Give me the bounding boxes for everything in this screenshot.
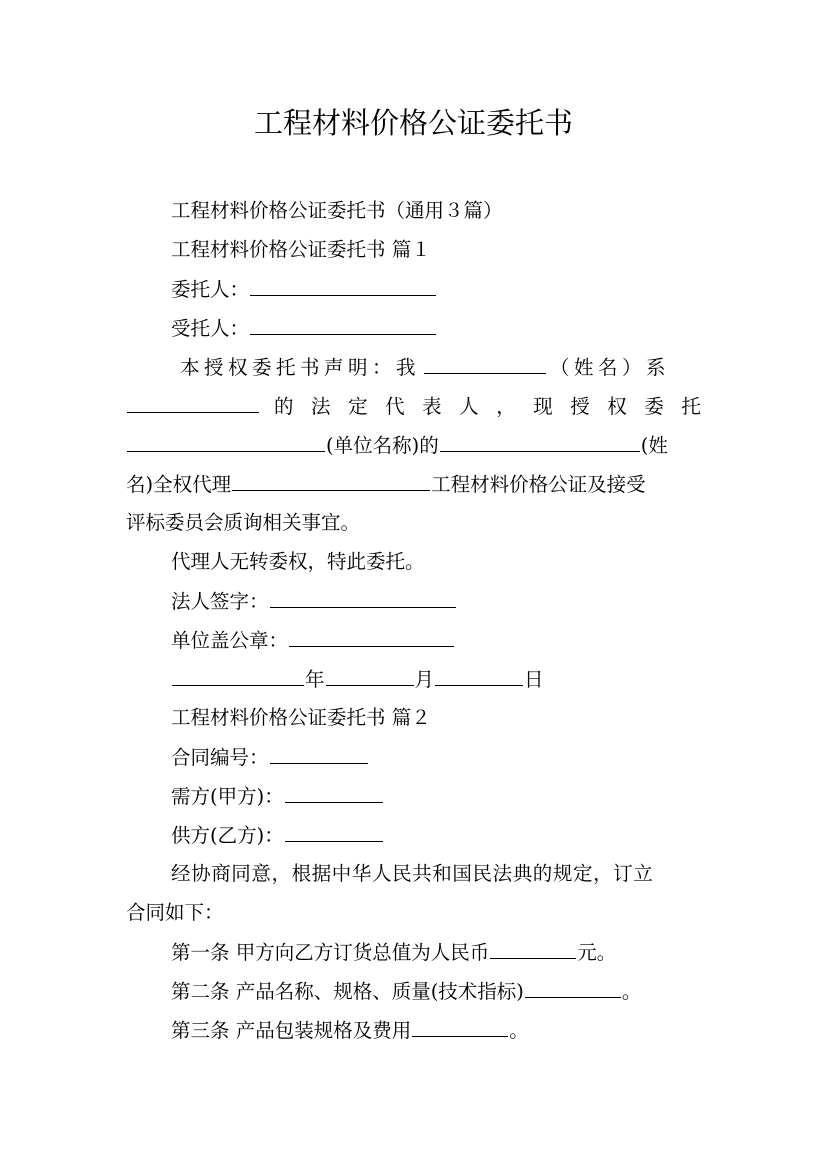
supplier-label: 供方(乙方)： — [171, 824, 284, 847]
declaration-text-c: 的 法 定 代 表 人 ， 现 授 权 委 托 — [274, 395, 701, 418]
year-label: 年 — [305, 668, 325, 691]
signature-line — [171, 588, 457, 615]
day-label: 日 — [524, 668, 544, 691]
day-blank — [435, 666, 523, 686]
declaration-text-d2: (姓 — [640, 434, 668, 457]
article-1-end: 元。 — [577, 941, 617, 964]
declaration-text-b: （姓名）系 — [550, 356, 671, 379]
agent-name-blank — [440, 432, 640, 452]
principal-label: 委托人： — [171, 278, 250, 301]
signature-blank — [270, 588, 456, 608]
declaration-line-1 — [180, 354, 670, 381]
article-2-text: 第二条 产品名称、规格、质量(技术指标) — [171, 980, 524, 1003]
document-title: 工程材料价格公证委托书 — [253, 106, 573, 140]
contract-number-blank — [270, 744, 368, 764]
project-blank — [232, 471, 430, 491]
buyer-blank — [285, 783, 383, 803]
seal-label: 单位盖公章： — [171, 629, 289, 652]
article-2-end: 。 — [621, 980, 642, 1003]
seal-line — [171, 627, 455, 654]
declaration-line-4 — [126, 471, 646, 498]
article-3-blank — [412, 1017, 508, 1037]
supplier-line — [171, 822, 384, 849]
article-3-end: 。 — [509, 1019, 529, 1042]
principal-blank — [250, 276, 436, 296]
buyer-label: 需方(甲方)： — [171, 785, 284, 808]
month-label: 月 — [414, 668, 435, 691]
article-2 — [171, 978, 641, 1005]
declaration-text-d1: (单位名称)的 — [326, 434, 439, 457]
section-heading-2: 工程材料价格公证委托书 篇２ — [171, 706, 431, 729]
company-blank-1 — [127, 393, 259, 413]
seal-blank — [289, 627, 454, 647]
date-line — [171, 666, 544, 693]
document-subtitle: 工程材料价格公证委托书（通用３篇） — [171, 199, 503, 222]
buyer-line — [171, 783, 384, 810]
declaration-line-3 — [126, 432, 668, 459]
month-blank — [326, 666, 414, 686]
article-1 — [171, 939, 616, 966]
no-transfer-text: 代理人无转委权，特此委托。 — [171, 550, 425, 573]
agreement-line-1: 经协商同意，根据中华人民共和国民法典的规定，订立 — [171, 862, 654, 885]
declaration-text-a: 本授权委托书声明：我 — [180, 356, 421, 379]
article-3 — [171, 1017, 529, 1044]
declaration-text-e2: 工程材料价格公证及接受 — [431, 473, 646, 496]
agent-label: 受托人： — [171, 317, 250, 340]
name-blank — [424, 354, 546, 374]
agent-blank — [250, 315, 436, 335]
declaration-text-e1: 名)全权代理 — [126, 473, 232, 496]
company-blank-2 — [127, 432, 325, 452]
year-blank — [172, 666, 304, 686]
article-1-blank — [490, 939, 576, 959]
signature-label: 法人签字： — [171, 590, 269, 613]
agent-line — [171, 315, 437, 342]
article-1-text: 第一条 甲方向乙方订货总值为人民币 — [171, 941, 490, 964]
article-3-text: 第三条 产品包装规格及费用 — [171, 1019, 412, 1042]
declaration-line-2 — [126, 393, 701, 420]
declaration-line-5: 评标委员会质询相关事宜。 — [126, 511, 361, 534]
principal-line — [171, 276, 437, 303]
contract-number-line — [171, 744, 369, 771]
contract-number-label: 合同编号： — [171, 746, 269, 769]
agreement-line-2: 合同如下： — [126, 901, 224, 924]
section-heading-1: 工程材料价格公证委托书 篇１ — [171, 238, 431, 261]
article-2-blank — [525, 978, 621, 998]
supplier-blank — [285, 822, 383, 842]
